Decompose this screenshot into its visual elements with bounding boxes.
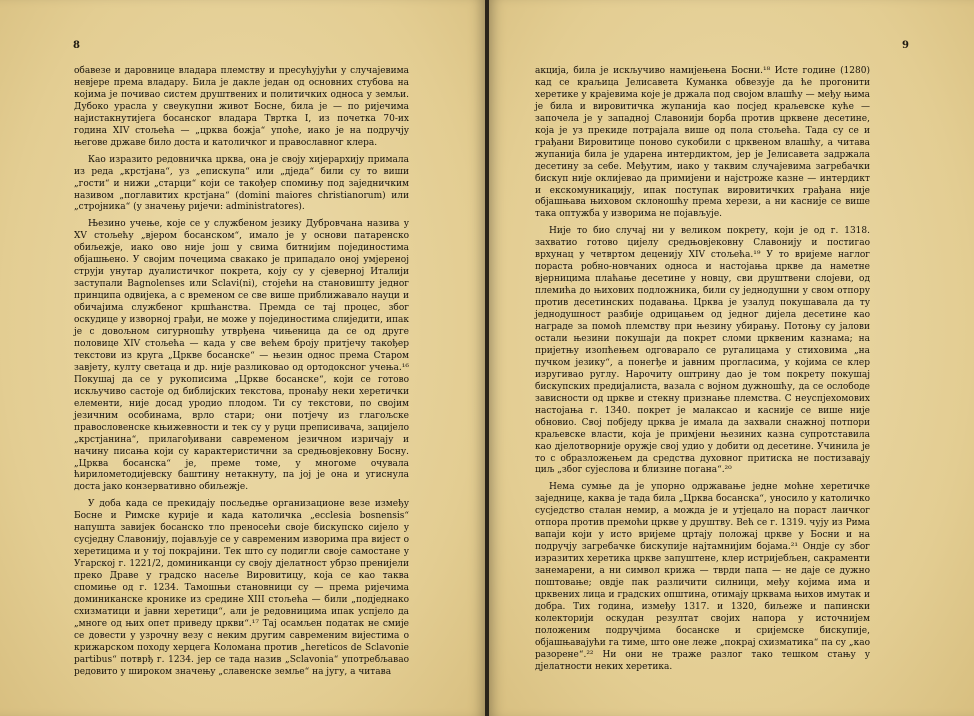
page-number: 9 bbox=[902, 40, 909, 51]
left-page bbox=[0, 0, 485, 716]
paragraph: Њезино учење, које се у службеном језику Дубровчана назива у XV стољећу „вјером босанском“, имало је у основи патаренско обиљежје, иако ово није још у свима битнијим појединостима објашњено. У својим почецима свакако је припадало оној умјереној струји унутар дуалистичког покрета, коју су у сјеверној Италији заступали Bagnolenses или Sclavi(ni), стојећи на становишту једног принципа одвијека, а с временом се све више приближавало науци и обичајима службеног кршћанства. Премда се тај процес, због оскудице у изворној грађи, не може у појединостима слиједити, ипак је с довољном сигурношћу утврђена чињеница да се од друге половице XIV стољећа — када у све већем броју притјечу такођер текстови из круга „Цркве босанске“ — њезин однос према Старом завјету, култу светаца и др. није разликовао од ортодоксног учења.¹⁶ Покушај да се у рукописима „Цркве босанске“, који се готово искључиво састоје од библијских текстова, пронађу неки херетички елементи, није досад уродио плодом. Ти су текстови, по својим језичним особинама, врло стари; они потјечу из глагољске правословенске књижевности и тек су у руци преписивача, зацијело „крстјанина“, прилагођивани савременом језичном изричају и начину писања који су карактеристични за средњовјековну Босну. „Црква босанска“ је, преме томе, у многоме очувала ћирилометодијевску баштину нетакнуту, па јој је она и угиснула доста јако конзервативно обиљежје. bbox=[74, 219, 409, 493]
right-page-text bbox=[535, 66, 870, 679]
paragraph: обавезе и даровнице владара племству и пресућујући у случајевима невјере према владару. Била је дакле један од основних стубова на којима је почивао систем друштвених и политичких односа у земљи. Дубоко урасла у свеукупни живот Босне, била је — по ријечима најистакнутијега босанског владара Твртка I, из почетка 70-их година XIV стољећа — „црква божја“ упоће, иако је на подручју његове државе било доста и католичког и православног клера. bbox=[74, 66, 409, 148]
paragraph: У доба када се прекидају посљедње организационе везе између Босне и Римске курије и када католичка „ecclesia bosnensis“ напушта завијек босанско тло преносећи своје бискупско сијело у сусједну Славонију, појављује се у савременим изворима пра вијест о херетицима и у тој покрајини. Тек што су подигли своје самостане у Угарској г. 1221/2, доминиканци су своју дјелатност убрзо пренијели преко Драве у градско насеље Вировитицу, која се као таква спомиње од г. 1234. Тамошњи становници су — према ријечима доминиканске кронике из средине XIII стољећа — били „подједнако схизматици и јавни херетици“, али је редовницима ипак успјело да „многе од њих опет приведу цркви“.¹⁷ Тај осамљен податак не смије се довести у узрочну везу с неким другим савременим вијестима о крижарском походу херцега Коломана против „hereticos de Sclavonie partibus“ потврђ г. 1234. јер се тада назив „Sclavonia“ употребљавао редовито у широком значењу „славенске земље“ на југу, а читава bbox=[74, 499, 409, 677]
paragraph: Нема сумње да је упорно одржавање једне моћне херетичке заједнице, каква је тада била „Црква босанска“, уносило у католичко сусједство сталан немир, а можда је и утјецало на пораст лаичког отпора против премоћи цркве у друштву. Већ се г. 1319. чују из Рима вапаји који у исто вријеме цртају положај цркве у Босни и на подручју загребачке бискупије најтамнијим бојама.²¹ Ондје су због изразитих херетика цркве запуштене, клер истријебљен, сакраменти занемарени, а ни символ крижа — тврди папа — не даје се дужно поштовање; овдје пак различити силници, међу којима има и црквених лица и градских општина, отимају црквама њихов имутак и добра. Тих година, између 1317. и 1320, биљеже и папински колекторији оскудан резултат својих напора у источнијем положеним подручјима босанске и сријемске бискупије, објашњавајући га тиме, што оне леже „покрај схизматика“ па су „као разорене“.²² Ни они не траже разлог тако тешком стању у дјелатности неких херетика. bbox=[535, 482, 870, 672]
page-number: 8 bbox=[73, 40, 80, 51]
paragraph: Као изразито редовничка црква, она је своју хијерархију примала из реда „крстјана“, уз „епискупа“ или „дједа“ били су то виши „гости“ и нижи „старци“ који се такођер спомињу под заједничким називом „поглавитих крстјана“ (domini maiores christianorum) или „стројника“ (у значењу ријечи: administratores). bbox=[74, 154, 409, 213]
right-page bbox=[489, 0, 974, 716]
paragraph: Није то био случај ни у великом покрету, који је од г. 1318. захватио готово цијелу средњовјековну Славонију и постигао врхунац у четвртом деценију XIV стољећа.¹⁹ У то вријеме наглог пораста робно-новчаних односа и настојања цркве да наметне вјерницима плаћање десетине у новцу, сви друштвени слојеви, од племића до њихових подложника, били су једнодушни у свом отпору против десетинских подавања. Црква је узалуд покушавала да ту једнодушност разбије одрицањем од једног дијела десетине као награде за помоћ племству при њезину убирању. Потоњу су јалови остали њезини покушаји да покрет сломи црквеним казнама; на пријетњу изопћењем одговарало се ругалицама у стиховима „на пучком језику“, а понегђе и јавним прогласима, у којима се клер изругивао руглу. Нарочиту оштрину дао је том покрету покушај бискупских предијалиста, вазала с војном дужношћу, да се ослободе зависности од цркве и стекну признање племства. С неуспјехомових настојања г. 1340. покрет је малаксао и касније се више није обновио. Свој побједу црква је имала да захвали снажној потпори краљевске власти, која је примјени њезиних казна супротставила као дјелотворније оружје свој удио у добити од десетине. Учинила је то с образложењем да средства духовног притиска не постизавају циљ „због сујеслова и близине погана“.²⁰ bbox=[535, 226, 870, 476]
left-page-text bbox=[74, 66, 409, 684]
paragraph: акција, била је искључиво намијењена Босни.¹⁸ Исте године (1280) кад се краљица Јелисавета Куманка обвезује да ће прогонити херетике у крајевима које је држала под својом влашћу — међу њима је била и вировитичка жупанија као посјед краљевске куће — започела је у западној Славонији борба против црквене десетине, која је уз прекиде потрајала више од пола стољећа. Тада су се и грађани Вировитице поново сукобили с црквеном влашћу, а читава жупанија била је ударена интердиктом, јер је Јелисавета задржала десетину за себе. Међутим, иако у таквим случајевима загребачки бискуп није оклијевао да примијени и најстроже казне — интердикт и екскомуникацију, ипак поступак вировитичких грађана није објашњава њиховом склоношћу према херези, а ни касније се више така оптужба у изворима не појављује. bbox=[535, 66, 870, 220]
